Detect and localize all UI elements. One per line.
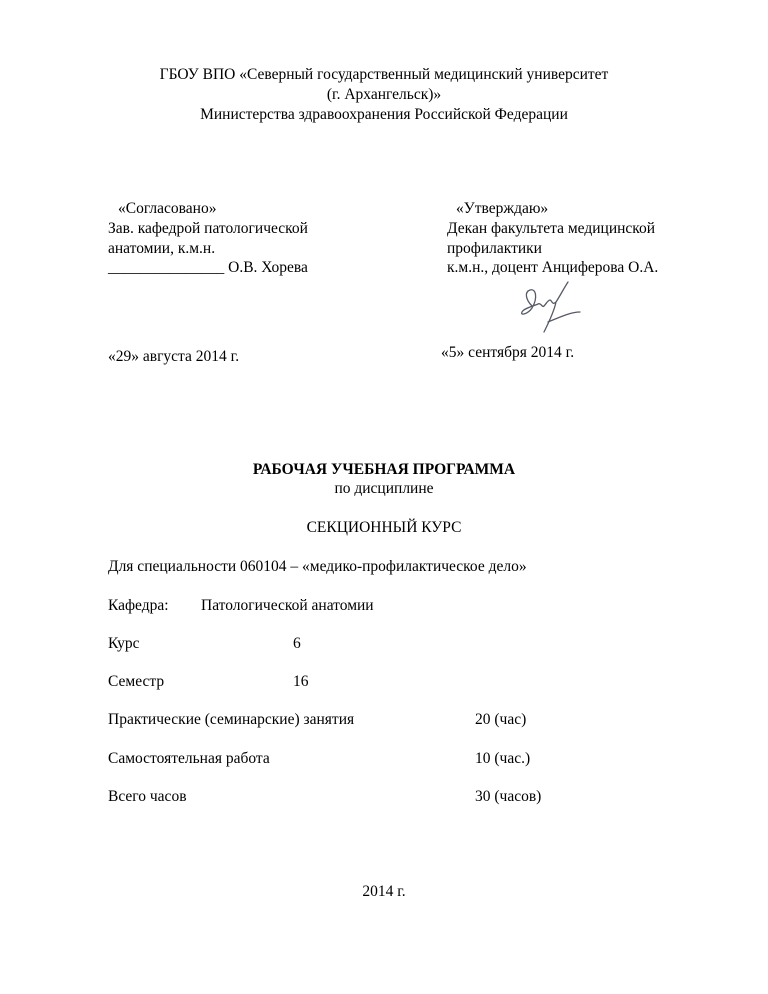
total-hours-label: Всего часов [108, 788, 187, 805]
header-line-ministry: Министерства здравоохранения Российской Федерации [200, 106, 568, 123]
agreed-signature-line: _______________ О.В. Хорева [108, 259, 308, 276]
practical-hours-label: Практические (семинарские) занятия [108, 711, 355, 728]
course-label: Курс [108, 635, 140, 652]
header-line-city: (г. Архангельск)» [326, 86, 442, 103]
agreed-position-line1: Зав. кафедрой патологической [108, 220, 308, 237]
approved-position-line2: профилактики [447, 240, 542, 257]
discipline-name: СЕКЦИОННЫЙ КУРС [306, 519, 462, 536]
approved-date: «5» сентября 2014 г. [441, 344, 575, 361]
specialty-line: Для специальности 060104 – «медико-профилактическое дело» [108, 558, 527, 575]
program-title: РАБОЧАЯ УЧЕБНАЯ ПРОГРАММА [252, 461, 516, 478]
handwritten-signature [508, 278, 588, 346]
semester-value: 16 [293, 673, 309, 690]
header-line-university: ГБОУ ВПО «Северный государственный медицинский университет [159, 66, 609, 83]
independent-work-value: 10 (час.) [475, 750, 531, 767]
approved-position-line1: Декан факультета медицинской [447, 220, 656, 237]
course-value: 6 [293, 635, 301, 652]
approved-position-line3: к.м.н., доцент Анциферова О.А. [447, 259, 659, 276]
agreed-date: «29» августа 2014 г. [108, 348, 240, 365]
total-hours-value: 30 (часов) [475, 788, 542, 805]
program-subtitle: по дисциплине [334, 480, 434, 497]
semester-label: Семестр [108, 673, 165, 690]
agreed-title: «Согласовано» [118, 200, 217, 217]
independent-work-label: Самостоятельная работа [108, 750, 270, 767]
footer-year: 2014 г. [362, 883, 406, 900]
approved-title: «Утверждаю» [456, 200, 549, 217]
practical-hours-value: 20 (час) [475, 711, 527, 728]
department-label: Кафедра: [108, 597, 169, 614]
agreed-position-line2: анатомии, к.м.н. [108, 240, 216, 257]
department-value: Патологической анатомии [201, 597, 374, 614]
